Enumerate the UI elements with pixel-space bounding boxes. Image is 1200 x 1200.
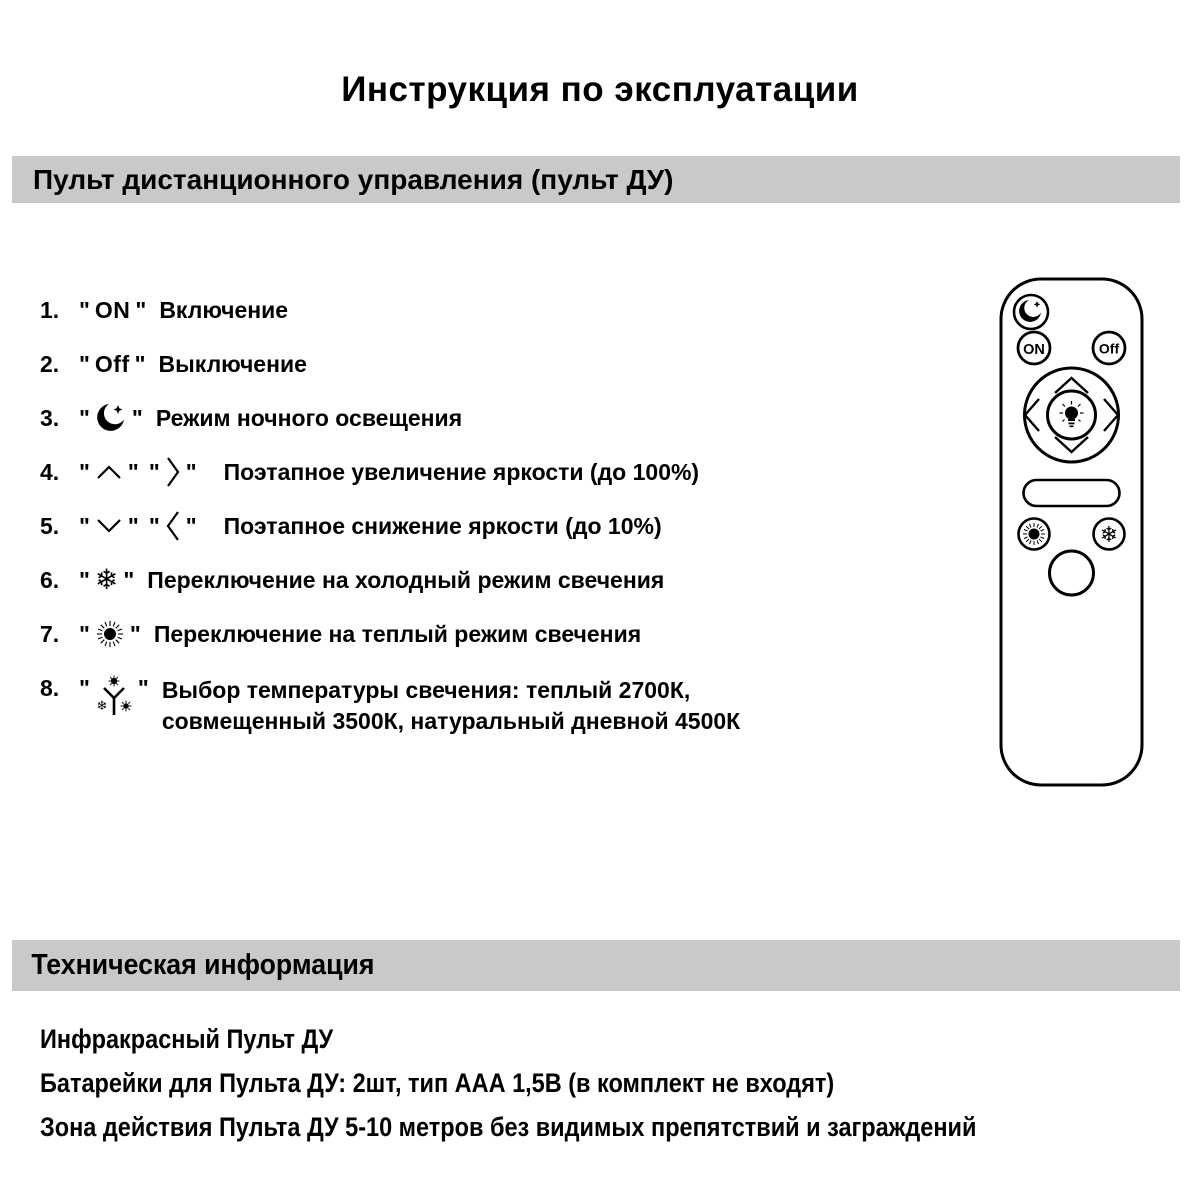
remote-on-button [1018,332,1050,364]
list-item-night-mode [40,391,960,445]
item-description: Переключение на теплый режим свечения [153,620,642,647]
item-description: Поэтапное увеличение яркости (до 100%) [223,458,700,485]
snowflake-icon: ❄ [94,563,119,596]
item-description: Режим ночного освещения [155,404,463,431]
item-description: Включение [159,296,289,323]
section-header-remote [12,156,1180,203]
item-number: 8. [40,675,60,701]
quote-mark: " [129,620,141,647]
instruction-list [40,283,960,737]
item-description: Выключение [158,350,307,377]
remote-control-illustration [997,276,1145,789]
quote-mark: " [127,512,139,539]
warm-sun-icon [1029,529,1040,540]
crescent-moon-star-icon [95,402,127,434]
quote-mark: " [131,404,143,431]
item-number: 7. [40,620,60,647]
quote-mark: " [148,458,160,485]
quote-mark: " [79,296,90,323]
remote-control-svg [997,276,1145,789]
chevron-up-icon [95,463,123,481]
svg-text:❄: ❄ [96,699,108,714]
quote-mark: " [79,404,90,431]
tech-line-range: Зона действия Пульта ДУ 5-10 метров без видимых препятствий и заграждений [40,1112,977,1142]
remote-blank-button [1050,551,1094,595]
quote-mark: " [127,458,139,485]
quote-mark: " [134,350,146,377]
item-description: Поэтапное снижение яркости (до 10%) [223,512,662,539]
item-description [162,675,740,737]
item-description-line-2: совмещенный 3500К, натуральный дневной 4500К [161,708,741,734]
off-key-label: Off [94,350,130,377]
item-description-line-1: Выбор температуры свечения: теплый 2700К, [161,677,691,703]
list-item-cold-mode [40,553,960,607]
remote-pill-button [1024,480,1120,506]
list-item-off [40,337,960,391]
quote-mark: " [135,296,147,323]
section-header-tech [12,940,1180,991]
item-number: 3. [40,404,60,431]
quote-mark: " [185,512,197,539]
quote-mark: " [148,512,160,539]
list-item-temperature-select [40,675,960,737]
item-number: 4. [40,458,60,485]
list-item-on [40,283,960,337]
item-description: Переключение на холодный режим свечения [147,566,665,593]
item-number: 1. [40,296,60,323]
remote-night-mode-button [1014,295,1048,329]
quote-mark: " [79,566,90,593]
quote-mark: " [79,350,90,377]
warm-sun-icon [95,619,125,649]
quote-mark: " [79,675,90,701]
item-number: 5. [40,512,60,539]
quote-mark: " [137,675,149,701]
page-title: Инструкция по эксплуатации [341,70,859,109]
list-item-warm-mode [40,607,960,661]
tech-info [40,1026,1116,1158]
quote-mark: " [123,566,135,593]
remote-on-label: ON [1023,342,1045,358]
chevron-down-icon [95,517,123,535]
angle-right-icon [165,455,181,489]
quote-mark: " [79,458,90,485]
snowflake-icon: ❄ [1099,523,1119,548]
remote-cold-button [1094,519,1125,550]
remote-off-label: Off [1098,340,1120,357]
tech-line-ir: Инфракрасный Пульт ДУ [40,1024,334,1054]
remote-nav-pad [1025,368,1119,462]
quote-mark: " [79,512,90,539]
temperature-select-icon [95,675,133,717]
on-key-label: ON [94,296,131,323]
list-item-brightness-down [40,499,960,553]
remote-off-button [1093,332,1125,364]
section-header-tech-label: Техническая информация [31,949,375,981]
angle-left-icon [165,509,181,543]
list-item-brightness-up [40,445,960,499]
item-number: 2. [40,350,60,377]
item-number: 6. [40,566,60,593]
section-header-remote-label: Пульт дистанционного управления (пульт ДУ) [33,163,674,195]
remote-warm-button [1019,519,1050,550]
quote-mark: " [79,620,90,647]
quote-mark: " [185,458,197,485]
tech-line-batteries: Батарейки для Пульта ДУ: 2шт, тип ААА 1,5В (в комплект не входят) [40,1068,835,1098]
